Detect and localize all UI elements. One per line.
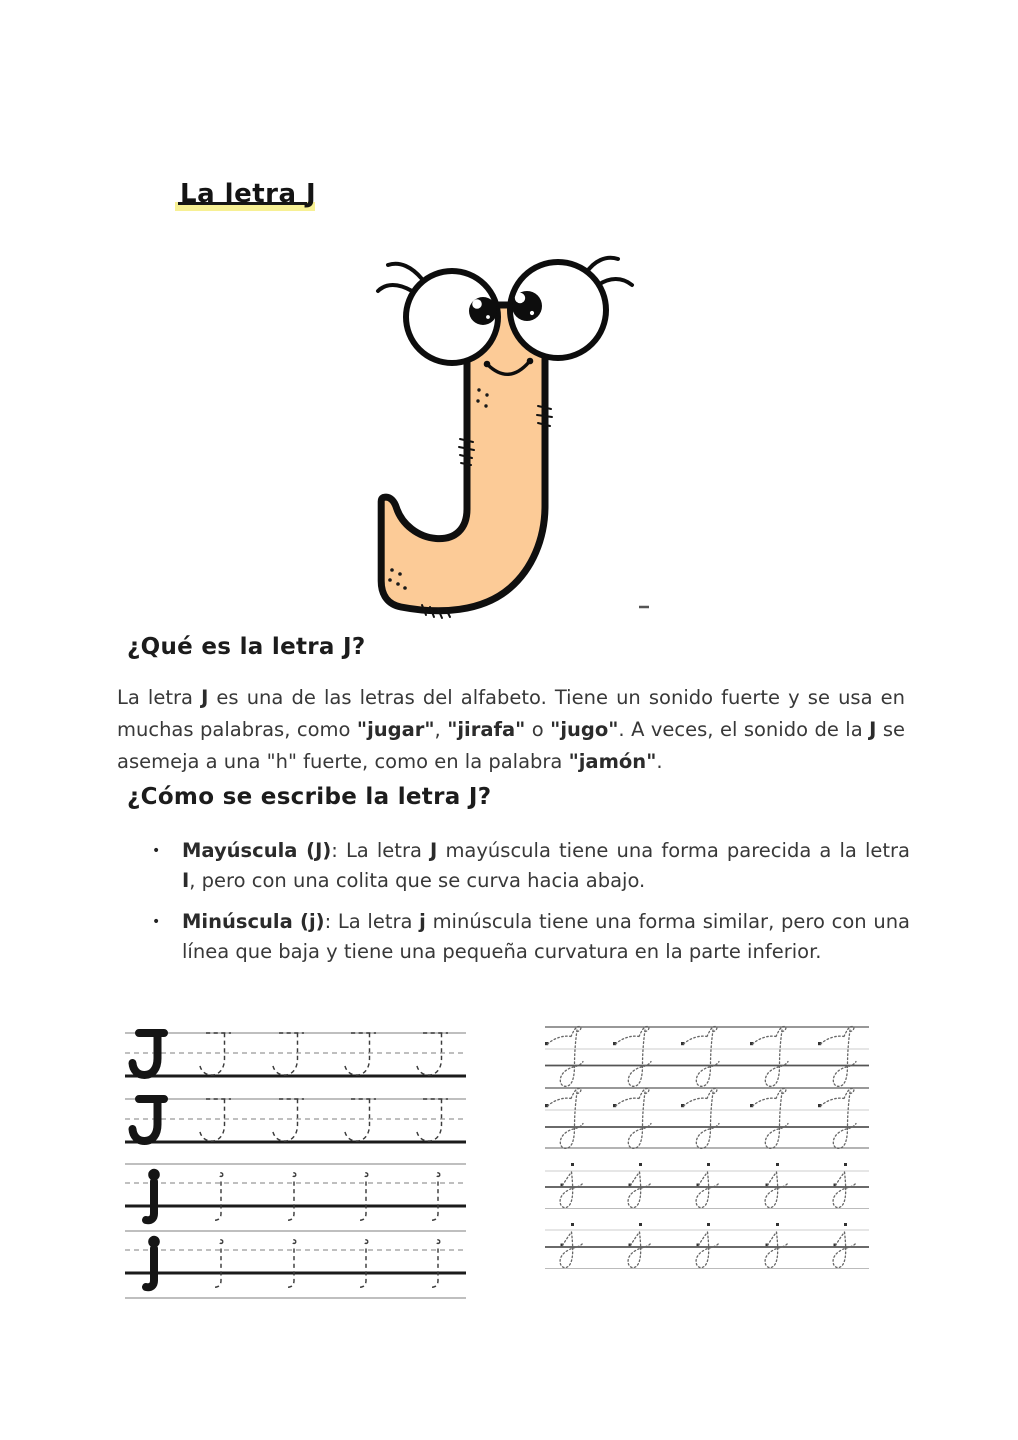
trace-letter-j <box>358 1240 368 1287</box>
bullet-text <box>182 836 910 896</box>
text-line: Mayúscula (J): La letra J mayúscula tiene una forma parecida a la letra <box>182 839 910 862</box>
how-heading: ¿Cómo se escribe la letra J? <box>127 784 492 810</box>
left-pupil <box>469 297 497 325</box>
cursive-trace-J <box>613 1088 651 1148</box>
trace-letter-j <box>213 1173 223 1220</box>
cursive-trace-J <box>818 1088 856 1148</box>
cursive-trace-j <box>628 1163 651 1208</box>
cursive-trace-J <box>681 1026 719 1086</box>
intro-heading: ¿Qué es la letra J? <box>127 634 366 660</box>
trace-letter-J <box>273 1033 305 1075</box>
text-line: asemeja a una "h" fuerte, como en la palabra "jamón". <box>117 750 663 773</box>
text-line: muchas palabras, como "jugar", "jirafa" o "jugo". A veces, el sonido de la J se <box>117 718 906 741</box>
trace-letter-J <box>273 1099 305 1141</box>
solid-letter-J <box>133 1099 165 1141</box>
trace-letter-j <box>430 1173 440 1220</box>
cursive-trace-j <box>833 1163 856 1208</box>
letter-j-mascot <box>352 243 664 623</box>
cursive-trace-J <box>545 1026 583 1086</box>
solid-letter-j <box>146 1240 156 1287</box>
trace-letter-J <box>200 1099 232 1141</box>
trace-letter-J <box>345 1033 377 1075</box>
bullet-text <box>182 907 910 967</box>
bullet-marker: • <box>152 843 161 859</box>
text-line: I, pero con una colita que se curva hacia abajo. <box>182 869 646 892</box>
bullet-item-mayuscula <box>150 836 910 896</box>
bullet-list <box>150 836 910 978</box>
text-line: línea que baja y tiene una pequeña curvatura en la parte inferior. <box>182 940 822 963</box>
intro-paragraph <box>117 682 905 778</box>
trace-letter-J <box>417 1099 449 1141</box>
trace-letter-j <box>286 1173 296 1220</box>
right-pupil <box>512 291 542 321</box>
cursive-trace-j <box>765 1163 788 1208</box>
cursive-trace-j <box>696 1163 719 1208</box>
bullet-item-minuscula <box>150 907 910 967</box>
trace-letter-J <box>200 1033 232 1075</box>
guide-lines <box>125 1033 466 1298</box>
solid-letter-J <box>133 1033 165 1075</box>
text-line: Minúscula (j): La letra j minúscula tiene una forma similar, pero con una <box>182 910 910 933</box>
trace-letter-j <box>430 1240 440 1287</box>
cursive-tracing-board <box>543 1022 873 1282</box>
cursive-trace-J <box>818 1026 856 1086</box>
trace-letter-j <box>286 1240 296 1287</box>
trace-letter-j <box>358 1173 368 1220</box>
print-tracing-board <box>122 1025 470 1307</box>
text-line: La letra J es una de las letras del alfabeto. Tiene un sonido fuerte y se usa en <box>117 686 905 709</box>
page-title: La letra J <box>180 179 317 209</box>
trace-letter-J <box>417 1033 449 1075</box>
solid-letter-j <box>146 1173 156 1220</box>
cursive-trace-J <box>613 1026 651 1086</box>
cursive-trace-J <box>545 1088 583 1148</box>
cursive-trace-J <box>681 1088 719 1148</box>
trace-letter-J <box>345 1099 377 1141</box>
cursive-trace-J <box>750 1026 788 1086</box>
cursive-trace-J <box>750 1088 788 1148</box>
bullet-marker: • <box>152 914 161 930</box>
cursive-trace-j <box>560 1163 583 1208</box>
trace-letter-j <box>213 1240 223 1287</box>
